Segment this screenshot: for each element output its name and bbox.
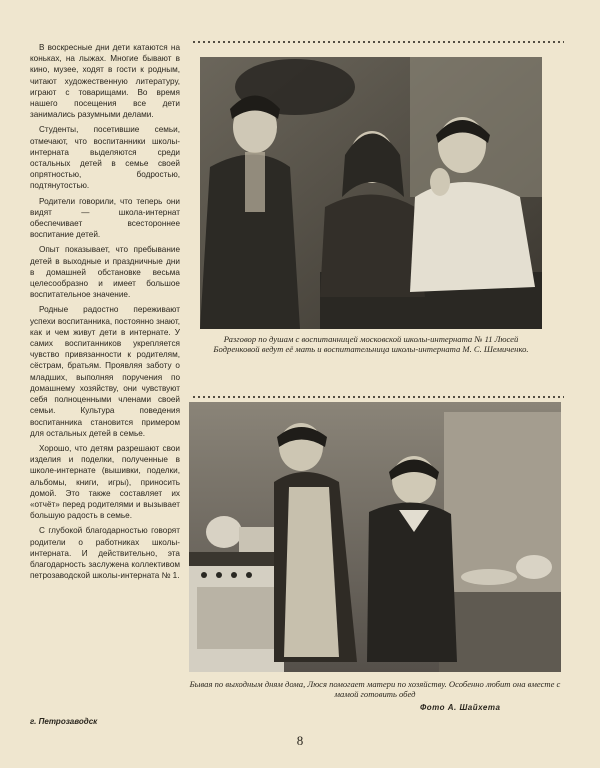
article-signature: г. Петрозаводск [30,717,98,726]
top-separator [192,40,564,44]
article-paragraph-1: В воскресные дни дети катаются на коньках, на лыжах. Многие бывают в кино, музее, ходят в гости к родным, читают художественную литературу, играют с товарищами. Во время нашего посещения все дети занимались разумными делами. [30,43,180,120]
photo-conversation-caption: Разговор по душам с воспитанницей московской школы-интерната № 11 Люсей Бодренковой ведут её мать и воспитательница школы-интерната М. С. Шемиченко. [213,334,529,355]
photo-conversation [200,57,542,329]
middle-separator [192,395,564,399]
article-text-column [30,42,180,585]
photo-kitchen-illustration [189,402,561,672]
photo-conversation-illustration [200,57,542,329]
article-paragraph-4: Опыт показывает, что пребывание детей в выходные и праздничные дни в домашней обстановке весьма целесообразно и имеет большое воспитательное значение. [30,245,180,300]
article-paragraph-6: Хорошо, что детям разрешают свои изделия и поделки, полученные в школе-интернате (вышивки, поделки, альбомы, книги, игры), приносить домой. Это также составляет их «отчёт» перед родителями и вызывает большую радость в семье. [30,443,180,521]
article-paragraph-7: С глубокой благодарностью говорят родители о работниках школы-интерната. И действительно, эта благодарность заслужена коллективом петрозаводской школы-интерната № 1. [30,526,180,581]
photo-kitchen-caption: Бывая по выходным дням дома, Люся помогает матери по хозяйству. Особенно любит она вместе с мамой готовить обед [189,679,561,700]
article-paragraph-3: Родители говорили, что теперь они видят — школа-интернат обеспечивает всестороннее воспитание детей. [30,196,180,240]
article-paragraph-5: Родные радостно переживают успехи воспитанника, постоянно знают, как и чем живут дети в интернате. У самих воспитанников укрепляется чувство привязанности к родителям, сёстрам, братьям. Проявляя заботу о младших, выполняя поручения по домашнему хозяйству, они чувствуют себя полноценными членами своей семьи. Культура поведения воспитанника становится примером для остальных детей в семье. [30,305,180,438]
photo-credit: Фото А. Шайхета [420,703,501,712]
article-paragraph-2: Студенты, посетившие семьи, отмечают, что воспитанники школы-интерната выделяются среди остальных детей в семье своей опрятностью, бодростью, подтянутостью. [30,125,180,191]
photo-kitchen [189,402,561,672]
page-number: 8 [296,733,304,748]
